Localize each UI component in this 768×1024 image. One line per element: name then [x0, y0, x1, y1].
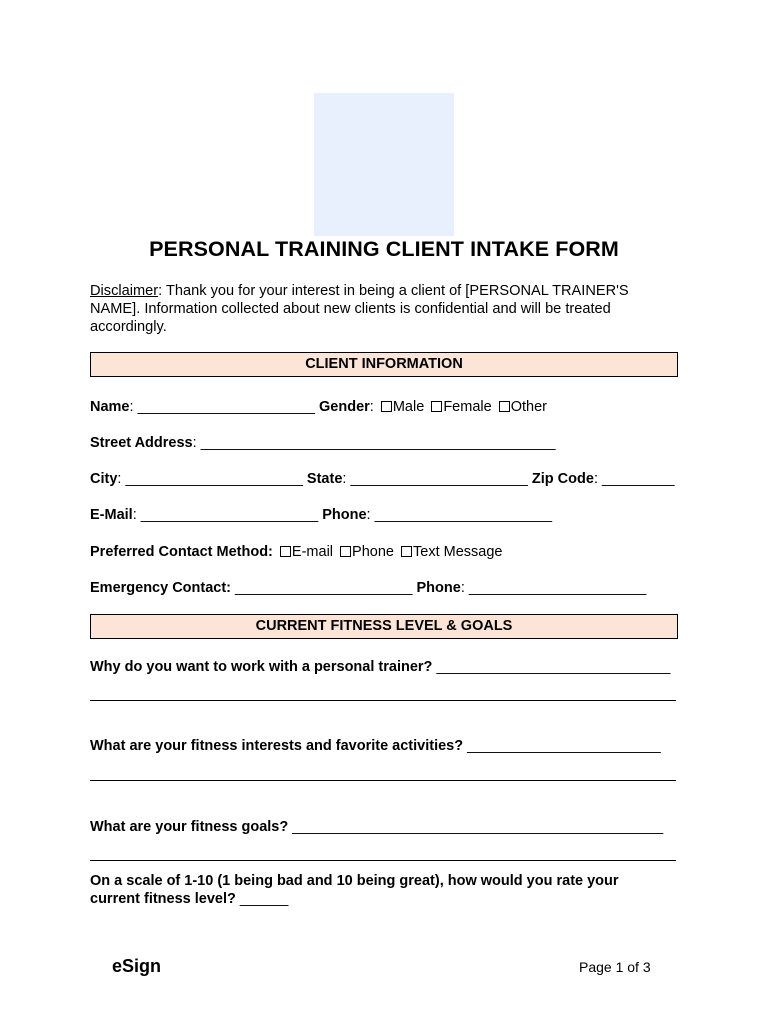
question-3-row [90, 818, 663, 836]
question-3-field[interactable]: ______________________________________________ [292, 819, 664, 835]
contact-phone-checkbox[interactable] [340, 546, 351, 557]
question-2-answer-line[interactable] [90, 780, 676, 781]
question-1-label: Why do you want to work with a personal trainer? [90, 659, 433, 675]
contact-email-checkbox[interactable] [280, 546, 291, 557]
gender-male-checkbox[interactable] [381, 401, 392, 412]
question-3-answer-line[interactable] [90, 860, 676, 861]
question-4-label-line2: current fitness level? [90, 891, 236, 907]
contact-text-label: Text Message [413, 544, 503, 560]
contact-email-label: E-mail [291, 544, 334, 560]
question-1-field[interactable]: _____________________________ [436, 659, 671, 675]
state-label: State [306, 471, 343, 487]
question-3-label: What are your fitness goals? [90, 819, 289, 835]
disclaimer-text: : Thank you for your interest in being a client of [PERSONAL TRAINER'S NAME]. Information collected about new clients is confidential and will be treated accordingly. [90, 283, 629, 335]
gender-label: Gender [319, 399, 370, 415]
email-label: E-Mail [90, 507, 133, 523]
question-4-label-line1: On a scale of 1-10 (1 being bad and 10 being great), how would you rate your [90, 873, 619, 889]
question-1-row [90, 658, 670, 676]
question-2-label: What are your fitness interests and favorite activities? [90, 738, 464, 754]
city-state-zip-row: City: ______________________ State: ______________________ Zip Code: _________ [90, 471, 675, 487]
logo-placeholder [314, 93, 454, 236]
phone-field[interactable]: ______________________ [374, 507, 553, 523]
page-number: Page 1 of 3 [579, 959, 651, 975]
esign-logo: eSign [112, 956, 162, 976]
disclaimer [90, 282, 680, 336]
contact-method-row [90, 543, 502, 561]
gender-other-checkbox[interactable] [499, 401, 510, 412]
question-2-row [90, 737, 661, 755]
question-2-field[interactable]: ________________________ [467, 738, 661, 754]
state-field[interactable]: ______________________ [350, 471, 528, 487]
question-4-row-2 [90, 890, 288, 908]
gender-other-label: Other [510, 399, 547, 415]
disclaimer-label: Disclaimer [90, 283, 159, 299]
emergency-contact-field[interactable]: ______________________ [235, 580, 413, 596]
section-header-client-information: CLIENT INFORMATION [90, 352, 678, 377]
question-1-answer-line[interactable] [90, 700, 676, 701]
name-field[interactable]: ______________________ [137, 399, 315, 415]
zip-code-field[interactable]: _________ [602, 471, 675, 487]
emergency-phone-field[interactable]: ______________________ [468, 580, 647, 596]
gender-female-label: Female [443, 399, 492, 415]
street-address-row: Street Address: ____________________________________________ [90, 435, 556, 451]
name-label: Name [90, 399, 130, 415]
emergency-contact-label: Emergency Contact: [90, 580, 232, 596]
street-address-field[interactable]: ____________________________________________ [200, 435, 556, 451]
email-field[interactable]: ______________________ [140, 507, 319, 523]
city-label: City [90, 471, 118, 487]
question-4-row [90, 872, 619, 890]
emergency-contact-row: Emergency Contact: ______________________ Phone: ______________________ [90, 580, 647, 596]
phone-label: Phone [322, 507, 367, 523]
name-gender-row: Name: ______________________ Gender: Male Female Other [90, 399, 547, 415]
question-4-field[interactable]: ______ [239, 891, 289, 907]
gender-male-label: Male [392, 399, 425, 415]
city-field[interactable]: ______________________ [125, 471, 303, 487]
emergency-phone-label: Phone [416, 580, 461, 596]
email-phone-row: E-Mail: ______________________ Phone: ______________________ [90, 507, 553, 523]
section-header-fitness: CURRENT FITNESS LEVEL & GOALS [90, 614, 678, 639]
contact-phone-label: Phone [352, 544, 394, 560]
contact-text-checkbox[interactable] [401, 546, 412, 557]
street-address-label: Street Address [90, 435, 193, 451]
zip-code-label: Zip Code [531, 471, 594, 487]
gender-female-checkbox[interactable] [431, 401, 442, 412]
form-title: PERSONAL TRAINING CLIENT INTAKE FORM [149, 237, 619, 261]
contact-method-label: Preferred Contact Method: [90, 544, 273, 560]
